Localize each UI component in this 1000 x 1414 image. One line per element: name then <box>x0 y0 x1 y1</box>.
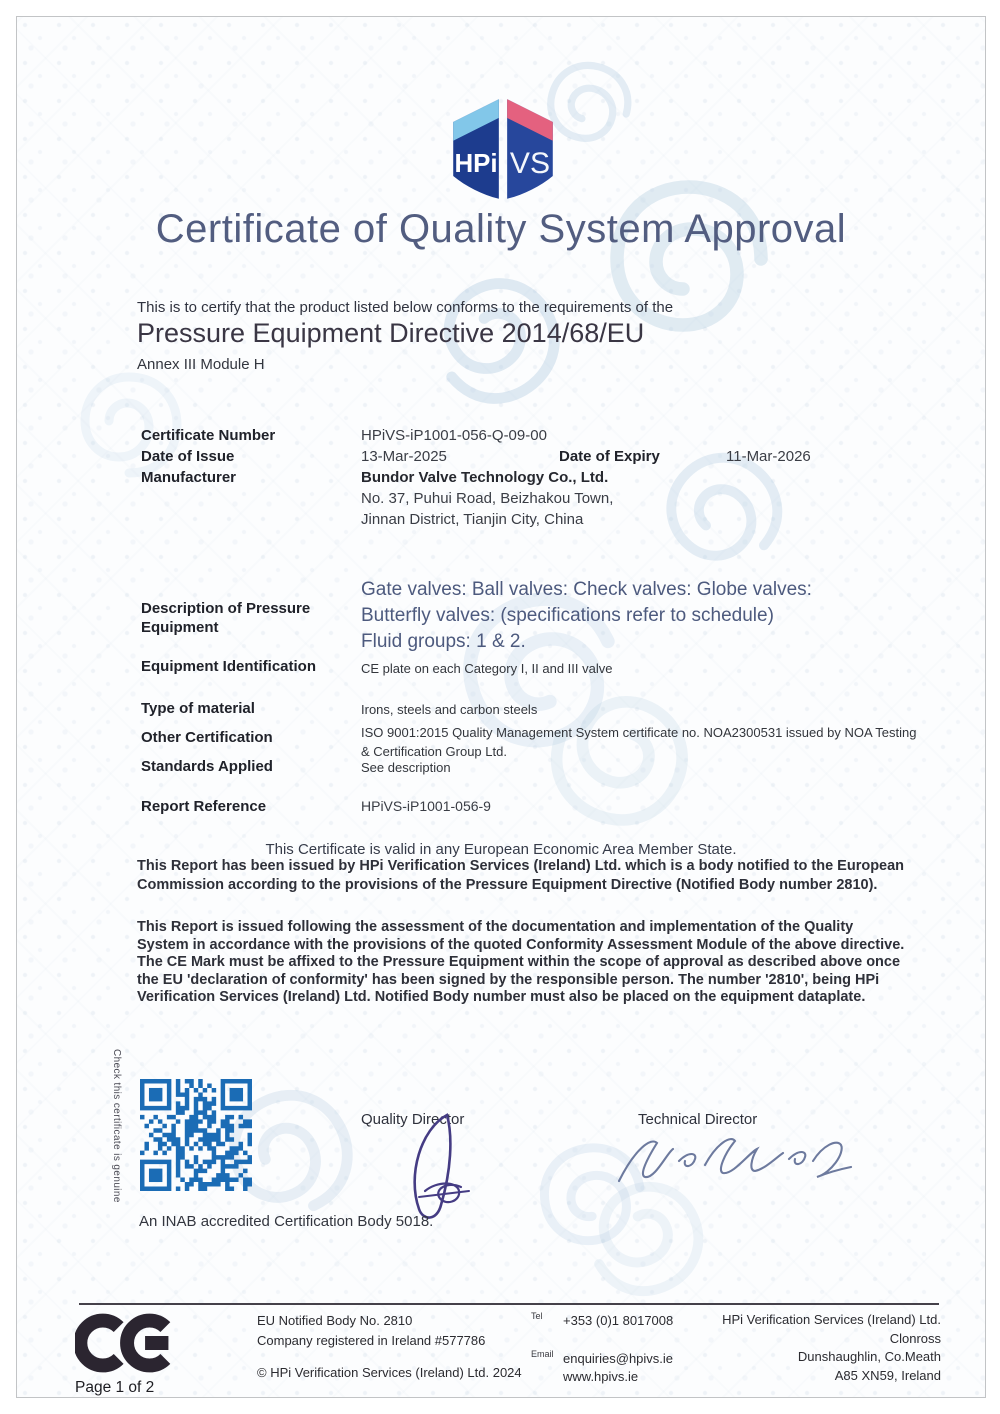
date-of-expiry-label: Date of Expiry <box>559 448 660 465</box>
annex-line: Annex III Module H <box>137 356 265 373</box>
equipment-id-value: CE plate on each Category I, II and III valve <box>361 661 613 676</box>
hpivs-logo <box>447 87 559 211</box>
footer-registration-block <box>257 1311 485 1351</box>
footer-tel-label: Tel <box>531 1311 543 1321</box>
description-label: Description of Pressure Equipment <box>141 600 311 636</box>
directive-heading: Pressure Equipment Directive 2014/68/EU <box>137 318 645 348</box>
assessment-paragraph: This Report is issued following the assessment of the documentation and implementation of the Quality System in accordance with the provisions of the quoted Conformity Assessment Module of the above directive. The CE Mark must be affixed to the Pressure Equipment within the scope of approval as described above once the EU 'declaration of conformity' has been signed by the responsible person. The number '2810', being HPi Verification Services (Ireland) Ltd. Notified Body number must also be placed on the equipment dataplate. <box>137 919 905 1006</box>
equipment-id-label: Equipment Identification <box>141 658 316 675</box>
footer-website: www.hpivs.ie <box>563 1369 639 1384</box>
footer-address-4: A85 XN59, Ireland <box>834 1367 941 1383</box>
qr-caption-vertical: Check this certificate is genuine <box>111 1049 122 1203</box>
manufacturer-address-1: No. 37, Puhui Road, Beizhakou Town, <box>361 490 614 507</box>
standards-applied-value: See description <box>361 760 451 775</box>
certificate-page <box>16 16 986 1398</box>
footer-address-1: HPi Verification Services (Ireland) Ltd. <box>722 1312 941 1327</box>
technical-director-signature <box>613 1129 857 1191</box>
accreditation-line: An INAB accredited Certification Body 5018. <box>139 1213 434 1230</box>
other-certification-label: Other Certification <box>141 729 273 746</box>
standards-applied-label: Standards Applied <box>141 758 273 775</box>
footer-company-reg: Company registered in Ireland #577786 <box>257 1333 486 1348</box>
footer-tel-value: +353 (0)1 8017008 <box>563 1313 674 1328</box>
certificate-title: Certificate of Quality System Approval <box>155 207 847 251</box>
footer-divider <box>79 1303 939 1305</box>
date-of-expiry-value: 11-Mar-2026 <box>726 448 811 465</box>
footer-copyright: © HPi Verification Services (Ireland) Ltd. 2024 <box>257 1365 522 1380</box>
footer-email-label: Email <box>531 1349 554 1359</box>
material-value: Irons, steels and carbon steels <box>361 702 538 717</box>
qr-code <box>139 1079 253 1191</box>
notified-body-paragraph: This Report has been issued by HPi Verification Services (Ireland) Ltd. which is a body notified to the European Commission according to the provisions of the Pressure Equipment Directive (Notified Body number 2810). <box>137 858 905 893</box>
footer-address-3: Dunshaughlin, Co.Meath <box>797 1349 941 1364</box>
certificate-number-label: Certificate Number <box>141 427 276 444</box>
quality-director-signature <box>395 1109 483 1227</box>
manufacturer-label: Manufacturer <box>141 469 237 486</box>
validity-statement: This Certificate is valid in any European Economic Area Member State. <box>265 841 737 858</box>
ce-mark <box>75 1309 181 1377</box>
report-reference-label: Report Reference <box>141 798 267 815</box>
footer-notified-body: EU Notified Body No. 2810 <box>257 1313 413 1328</box>
description-line-3: Fluid groups: 1 & 2. <box>361 631 526 652</box>
footer-email-value: enquiries@hpivs.ie <box>563 1351 674 1366</box>
manufacturer-address-2: Jinnan District, Tianjin City, China <box>361 511 584 528</box>
certify-statement: This is to certify that the product listed below conforms to the requirements of the <box>137 299 674 316</box>
material-label: Type of material <box>141 700 255 717</box>
logo-left-text: HPi <box>454 149 498 178</box>
footer-address-block <box>641 1311 941 1385</box>
manufacturer-name: Bundor Valve Technology Co., Ltd. <box>361 469 609 486</box>
quality-director-label: Quality Director <box>361 1111 465 1128</box>
date-of-issue-label: Date of Issue <box>141 448 235 465</box>
other-certification-value: ISO 9001:2015 Quality Management System certificate no. NOA2300531 issued by NOA Testing & Certification Group Ltd. <box>361 725 917 759</box>
technical-director-label: Technical Director <box>638 1111 758 1128</box>
logo-right-text: VS <box>509 146 551 180</box>
date-of-issue-value: 13-Mar-2025 <box>361 448 447 465</box>
page-number: Page 1 of 2 <box>75 1379 155 1396</box>
report-reference-value: HPiVS-iP1001-056-9 <box>361 798 491 814</box>
certificate-number-value: HPiVS-iP1001-056-Q-09-00 <box>361 427 547 444</box>
description-line-2: Butterfly valves: (specifications refer to schedule) <box>361 605 774 626</box>
footer-address-2: Clonross <box>889 1330 941 1346</box>
description-line-1: Gate valves: Ball valves: Check valves: Globe valves: <box>361 579 812 600</box>
